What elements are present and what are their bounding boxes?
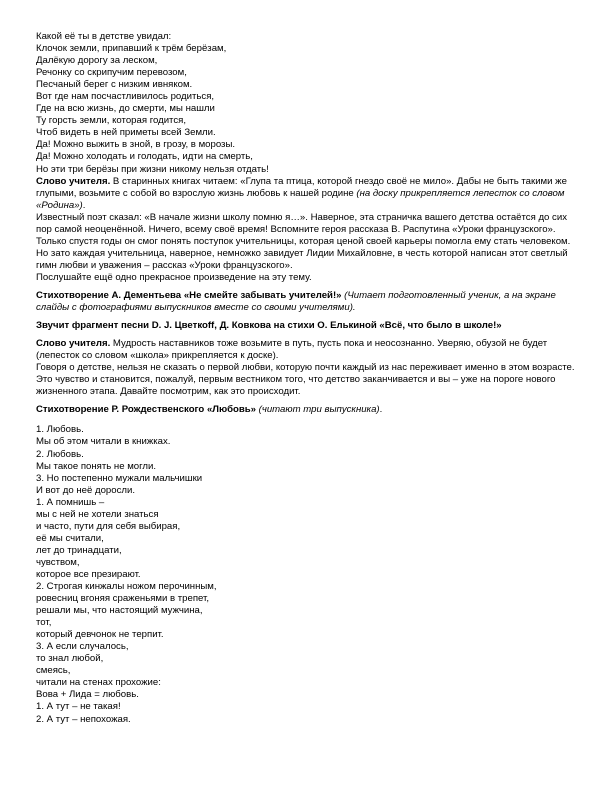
poem-line: то знал любой,: [36, 653, 104, 665]
poem-line: решали мы, что настоящий мужчина,: [36, 605, 203, 617]
poem-line: 2. Любовь.: [36, 448, 84, 460]
stage-note: (Читает подготовленный ученик, а на экране слайды с фотографиями выпускников вместе со своими учителями).: [36, 289, 556, 314]
poem-line: И вот до неё доросли.: [36, 484, 135, 496]
poem-love: [36, 424, 578, 725]
poem-line: 1. А помнишь –: [36, 496, 105, 508]
poem-title: Стихотворение А. Дементьева «Не смейте забывать учителей!»: [36, 289, 342, 301]
poem-line: Мы такое понять не могли.: [36, 460, 157, 472]
punctuation: .: [82, 199, 86, 211]
poem-line: 2. А тут – непохожая.: [36, 713, 131, 725]
speech-text: Мудрость наставников тоже возьмите в путь, пусть пока и неосознанно. Уверяю, обузой не будет (лепесток со словом «школа» прикрепляется к доске).: [36, 338, 548, 362]
poem-heading-dementyev: [36, 290, 578, 314]
stage-note: (читают три выпускника): [256, 404, 380, 416]
teacher-speech-paragraph: Говоря о детстве, нельзя не сказать о первой любви, которую почти каждый из нас переживает именно в этом возрасте. Это чувство и становится, пожалуй, первым вестником того, что детство заканчивается и вы – уже на пороге нового жизненного этапа. Давайте посмотрим, как это происходит.: [36, 362, 575, 398]
teacher-speech-paragraph: [36, 338, 578, 362]
teacher-speech-paragraph: Послушайте ещё одно прекрасное произведение на эту тему.: [36, 271, 312, 283]
poem-line: Какой её ты в детстве увидал:: [36, 31, 172, 42]
poem-line: Да! Можно холодать и голодать, идти на смерть,: [36, 151, 253, 163]
poem-motherland: [36, 31, 578, 176]
poem-line: 2. Строгая кинжалы ножом перочинным,: [36, 581, 217, 593]
punctuation: .: [379, 404, 383, 416]
poem-line: 3. А если случалось,: [36, 641, 129, 653]
poem-line: Где на всю жизнь, до смерти, мы нашли: [36, 103, 215, 115]
poem-line: Чтоб видеть в ней приметы всей Земли.: [36, 127, 216, 139]
teacher-speech-paragraph: [36, 176, 578, 212]
document-body: [36, 31, 578, 726]
poem-line: ровесниц вгоняя сраженьями в трепет,: [36, 593, 210, 605]
speaker-label: Слово учителя.: [36, 338, 111, 350]
poem-line: который девчонок не терпит.: [36, 629, 164, 641]
poem-heading-rozhdestvensky: [36, 404, 578, 416]
poem-line: Песчаный берег с низким ивняком.: [36, 79, 193, 91]
poem-line: и часто, пути для себя выбирая,: [36, 520, 181, 532]
poem-line: 1. Любовь.: [36, 424, 84, 436]
poem-line: тот,: [36, 617, 52, 629]
poem-line: 1. А тут – не такая!: [36, 701, 121, 713]
poem-line: Да! Можно выжить в зной, в грозу, в морозы.: [36, 139, 236, 151]
poem-line: которое все презирают.: [36, 568, 141, 580]
poem-line: Речонку со скрипучим перевозом,: [36, 67, 187, 79]
song-heading: Звучит фрагмент песни D. J. Цветкоff, Д. Ковкова на стихи О. Елькиной «Всё, что было в школе!»: [36, 320, 502, 332]
poem-line: Далёкую дорогу за леском,: [36, 55, 158, 67]
poem-line: 3. Но постепенно мужали мальчишки: [36, 472, 203, 484]
poem-line: Клочок земли, припавший к трём берёзам,: [36, 43, 227, 55]
poem-line: Но эти три берёзы при жизни никому нельзя отдать!: [36, 163, 269, 175]
speaker-label: Слово учителя.: [36, 175, 111, 187]
poem-line: чувством,: [36, 556, 80, 568]
poem-line: её мы считали,: [36, 532, 104, 544]
poem-line: Вот где нам посчастливилось родиться,: [36, 91, 215, 103]
poem-line: Мы об этом читали в книжках.: [36, 436, 171, 448]
poem-line: читали на стенах прохожие:: [36, 677, 161, 689]
poem-line: лет до тринадцати,: [36, 544, 122, 556]
poem-line: смеясь,: [36, 665, 71, 677]
stage-note: (на доску прикрепляется лепесток со словом «Родина»): [36, 187, 565, 211]
teacher-speech-paragraph: Известный поэт сказал: «В начале жизни школу помню я…». Наверное, эта страничка вашего детства остаётся до сих пор самой неоценённой. Ничего, всему своё время! Вспомните героя рассказа В. Распутина «Уроки французского». Только спустя годы он смог понять поступок учительницы, которая ценой своей карьеры помогла ему стать человеком. Но зато каждая учительница, наверное, немножко завидует Лидии Михайловне, в честь которой написан этот светлый гимн любви и уважения – рассказ «Уроки французского».: [36, 211, 571, 271]
speech-text: В старинных книгах читаем: «Глупа та птица, которой гнездо своё не мило». Дабы не быть такими же глупыми, возьмите с собой во взрослую жизнь любовь к нашей родине: [36, 175, 567, 199]
poem-title: Стихотворение Р. Рождественского «Любовь»: [36, 404, 256, 416]
poem-line: Ту горсть земли, которая годится,: [36, 115, 187, 127]
poem-line: мы с ней не хотели знаться: [36, 508, 159, 520]
poem-line: Вова + Лида = любовь.: [36, 689, 139, 701]
